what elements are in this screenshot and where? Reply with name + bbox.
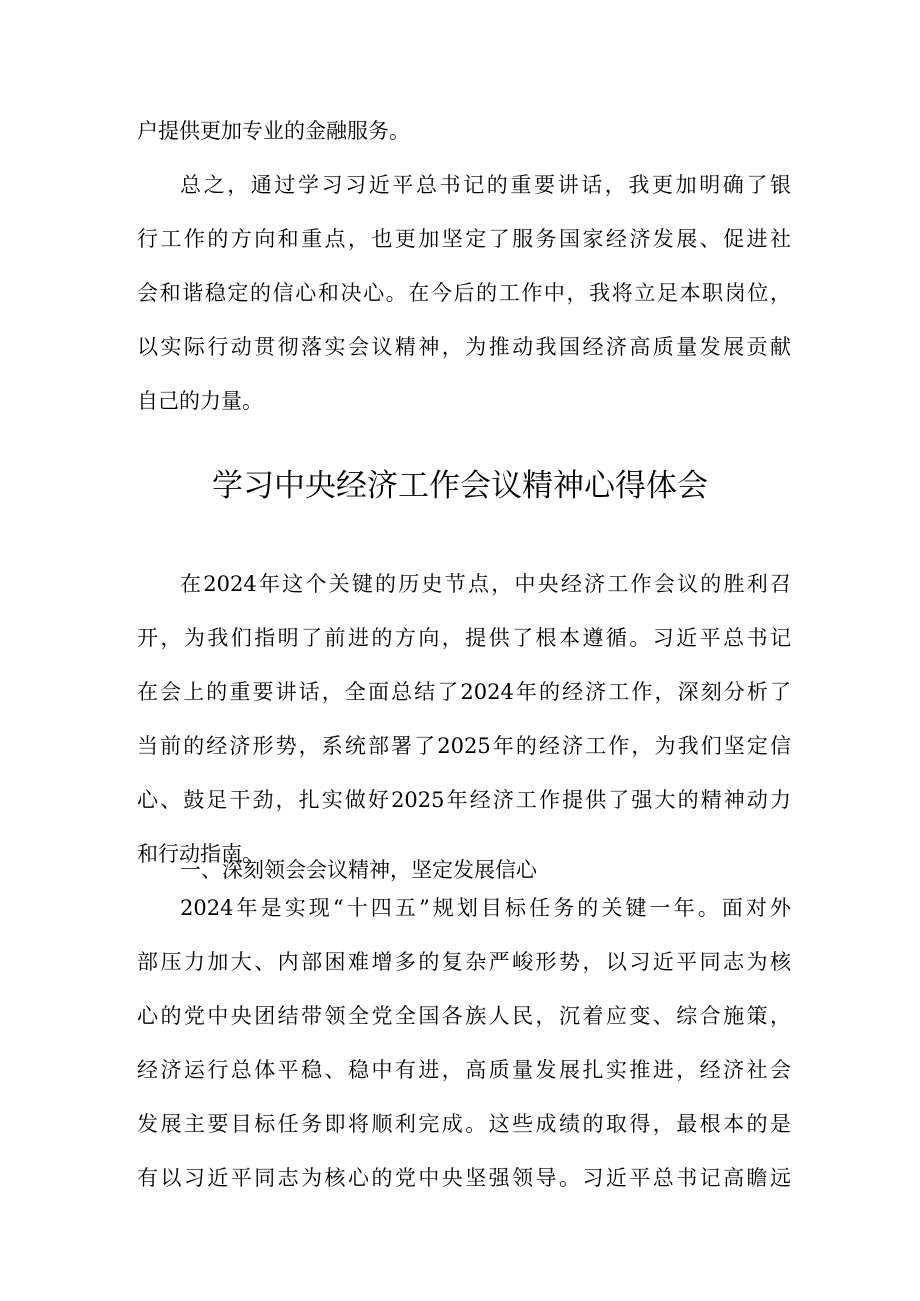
paragraph-line: 发展主要目标任务即将顺利完成。这些成绩的取得，最根本的是 [137, 1112, 791, 1136]
paragraph-line: 和行动指南。 [137, 842, 263, 866]
paragraph-line: 会和谐稳定的信心和决心。在今后的工作中，我将立足本职岗位， [137, 281, 791, 305]
paragraph-line: 经济运行总体平稳、稳中有进，高质量发展扎实推进，经济社会 [137, 1058, 791, 1082]
paragraph-line: 户提供更加专业的金融服务。 [137, 119, 410, 143]
paragraph-line: 2024年是实现“十四五”规划目标任务的关键一年。面对外 [180, 896, 791, 920]
paragraph-line: 以实际行动贯彻落实会议精神，为推动我国经济高质量发展贡献 [137, 335, 791, 359]
paragraph-line: 自己的力量。 [137, 389, 263, 413]
paragraph-line: 当前的经济形势，系统部署了2025年的经济工作，为我们坚定信 [137, 734, 791, 758]
paragraph-line: 开，为我们指明了前进的方向，提供了根本遵循。习近平总书记 [137, 626, 791, 650]
paragraph-line: 部压力加大、内部困难增多的复杂严峻形势，以习近平同志为核 [137, 950, 791, 974]
paragraph-line: 在2024年这个关键的历史节点，中央经济工作会议的胜利召 [180, 572, 791, 596]
paragraph-line: 行工作的方向和重点，也更加坚定了服务国家经济发展、促进社 [137, 227, 791, 251]
document-title: 学习中央经济工作会议精神心得体会 [212, 468, 708, 504]
paragraph-line: 心的党中央团结带领全党全国各族人民，沉着应变、综合施策， [137, 1004, 791, 1028]
paragraph-intro [137, 557, 791, 881]
paragraph-line: 心、鼓足干劲，扎实做好2025年经济工作提供了强大的精神动力 [137, 788, 791, 812]
paragraph-section1 [137, 881, 791, 1205]
paragraph-line: 在会上的重要讲话，全面总结了2024年的经济工作，深刻分析了 [137, 680, 791, 704]
paragraph-conclusion [137, 158, 791, 428]
paragraph-line: 有以习近平同志为核心的党中央坚强领导。习近平总书记高瞻远 [137, 1166, 791, 1190]
section-heading: 一、深刻领会会议精神，坚定发展信心 [180, 858, 537, 882]
paragraph-fragment [137, 104, 791, 158]
paragraph-line: 总之，通过学习习近平总书记的重要讲话，我更加明确了银 [180, 173, 791, 197]
